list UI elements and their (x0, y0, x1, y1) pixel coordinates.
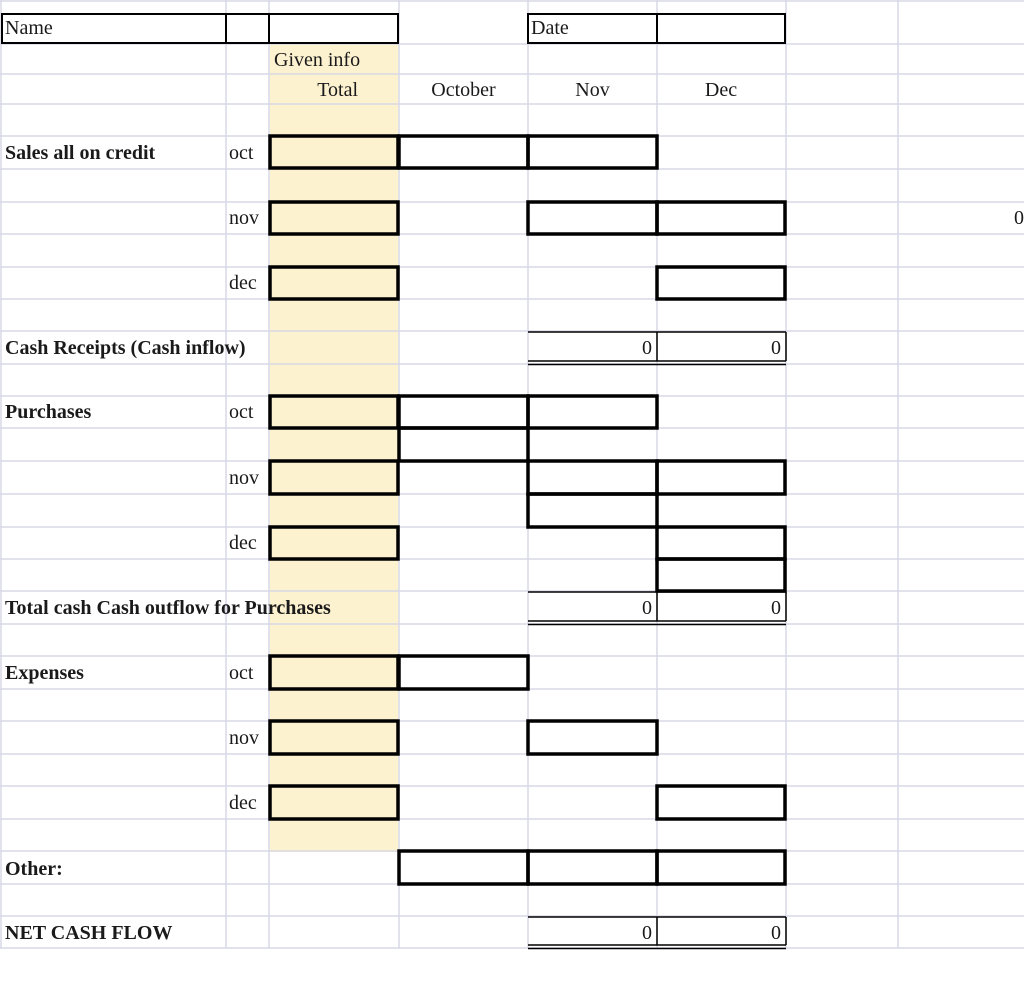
purchases-label: Purchases (5, 401, 92, 423)
cash-receipts-nov-value: 0 (642, 337, 652, 359)
other-label: Other: (5, 858, 63, 880)
purchases-nov-label: nov (229, 467, 259, 489)
sales-nov-label: nov (229, 207, 259, 229)
total-purchases-dec-value: 0 (771, 597, 781, 619)
total-purchases-label: Total cash Cash outflow for Purchases (5, 597, 331, 619)
net-cash-flow-dec-value: 0 (771, 922, 781, 944)
name-label: Name (5, 17, 53, 39)
sales-label: Sales all on credit (5, 142, 156, 164)
net-cash-flow-nov-value: 0 (642, 922, 652, 944)
cash-receipts-label: Cash Receipts (Cash inflow) (5, 337, 246, 359)
given-info-label: Given info (274, 49, 361, 71)
sales-oct-label: oct (229, 142, 254, 164)
cash-receipts-dec-value: 0 (771, 337, 781, 359)
purchases-dec-label: dec (229, 532, 257, 554)
total-header: Total (317, 79, 358, 101)
total-purchases-nov-value: 0 (642, 597, 652, 619)
october-header: October (431, 79, 496, 101)
date-label: Date (531, 17, 569, 39)
dec-header: Dec (704, 79, 738, 101)
purchases-oct-label: oct (229, 401, 254, 423)
expenses-label: Expenses (5, 662, 84, 684)
expenses-nov-label: nov (229, 727, 259, 749)
expenses-oct-label: oct (229, 662, 254, 684)
sales-dec-label: dec (229, 272, 257, 294)
net-cash-flow-label: NET CASH FLOW (5, 922, 173, 944)
expenses-dec-label: dec (229, 792, 257, 814)
nov-header: Nov (575, 79, 610, 101)
stray-value: 0 (1014, 207, 1024, 229)
